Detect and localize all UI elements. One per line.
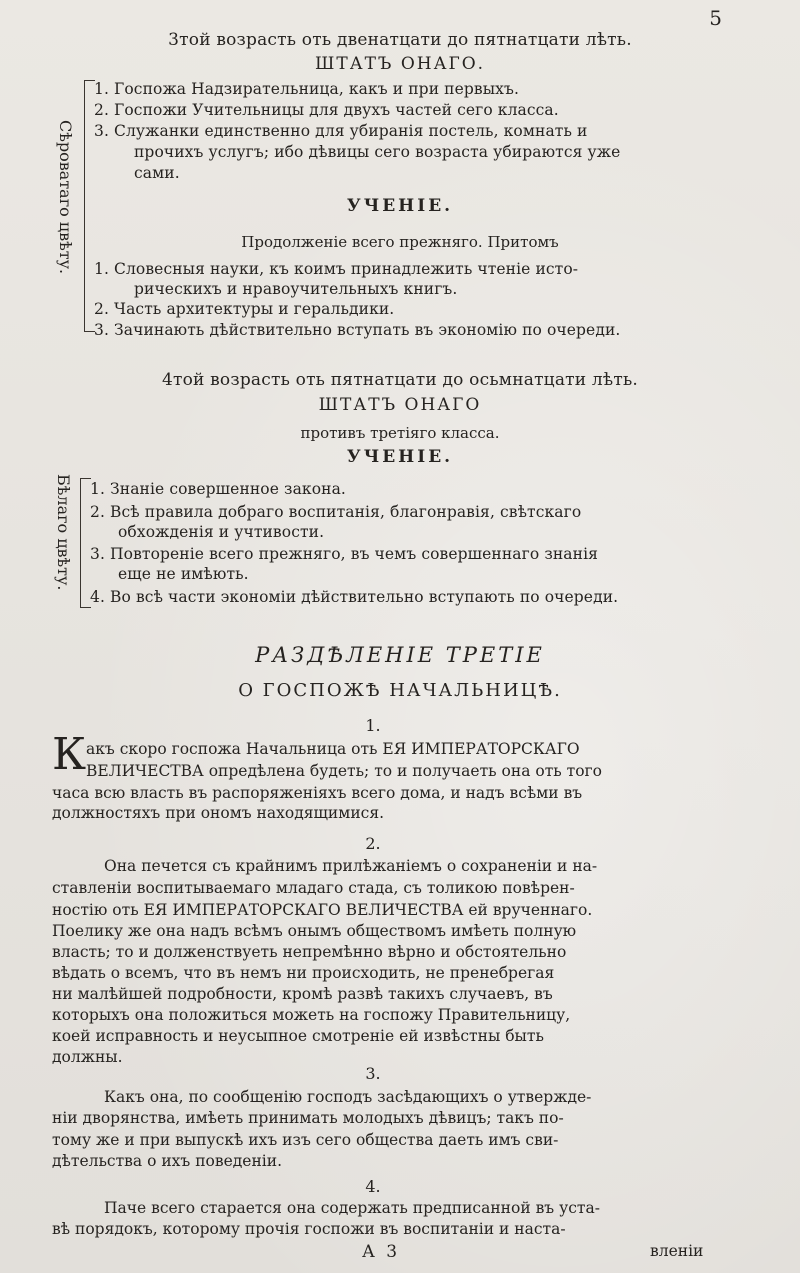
p2-line-1: Она печется съ крайнимъ прилѣжаніемъ о сохраненіи и на-	[104, 857, 598, 875]
p2-line-3: ностію оть ЕЯ ИМПЕРАТОРСКАГО ВЕЛИЧЕСТВА ей врученнаго.	[52, 901, 593, 919]
staff-item-2: 2. Госпожи Учительницы для двухъ частей сего класса.	[94, 101, 559, 119]
division-subtitle: О ГОСПОЖѢ НАЧАЛЬНИЦѢ.	[238, 680, 562, 701]
p2-line-7: ни малѣйшей подробности, кромѣ развѣ такихъ случаевъ, въ	[52, 985, 553, 1003]
age-group-3-heading: 3той возрасть оть двенатцати до пятнатцати лѣть.	[168, 30, 632, 50]
study-heading-4: УЧЕНІЕ.	[346, 447, 454, 467]
p1-line-2: ВЕЛИЧЕСТВА опредѣлена будеть; то и получаеть она оть того	[86, 762, 602, 780]
p3-line-1: Какъ она, по сообщенію господъ засѣдающихъ о утвержде-	[104, 1088, 592, 1106]
p4-line-2: вѣ порядокъ, которому прочія госпожи въ воспитаніи и наста-	[52, 1220, 566, 1238]
staff-item-3: 3. Служанки единственно для убиранія постель, комнать и	[94, 122, 588, 140]
color-label-white: Бѣлаго цвѣту.	[54, 474, 73, 591]
study4-item-4: 4. Во всѣ части экономіи дѣйствительно вступають по очереди.	[90, 588, 619, 606]
staff-item-1: 1. Госпожа Надзирательница, какъ и при первыхъ.	[94, 80, 519, 98]
signature-mark: А 3	[362, 1242, 401, 1262]
p2-line-2: ставленіи воспитываемаго младаго стада, съ толикою повѣрен-	[52, 879, 575, 897]
p3-line-3: тому же и при выпускѣ ихъ изъ сего общества даеть имъ сви-	[52, 1131, 559, 1149]
study4-item-1: 1. Знаніе совершенное закона.	[90, 480, 346, 498]
study4-item-2: 2. Всѣ правила добраго воспитанія, благонравія, свѣтскаго	[90, 503, 582, 521]
p2-line-4: Поелику же она надъ всѣмъ онымъ обществомъ имѣеть полную	[52, 922, 577, 940]
p1-line-1: акъ скоро госпожа Начальница оть ЕЯ ИМПЕРАТОРСКАГО	[86, 740, 580, 758]
p2-line-10: должны.	[52, 1048, 123, 1066]
age-group-4-heading: 4той возрасть оть пятнатцати до осьмнатцати лѣть.	[161, 370, 639, 390]
p4-line-1: Паче всего старается она содержать предписанной въ уста-	[104, 1199, 600, 1217]
paragraph-number-1: 1.	[365, 716, 381, 735]
study4-item-2-cont: обхожденія и учтивости.	[118, 523, 325, 541]
division-title: РАЗДѢЛЕНІЕ ТРЕТІЕ	[255, 643, 545, 667]
staff-subheading-4: противъ третіяго класса.	[300, 424, 500, 442]
p1-line-4: должностяхъ при ономъ находящимися.	[52, 804, 385, 822]
drop-cap: К	[52, 729, 87, 780]
study-heading-3: УЧЕНІЕ.	[346, 196, 454, 216]
study-item-1-cont: рическихъ и нравоучительныхъ книгъ.	[134, 280, 458, 298]
page-number: 5	[709, 6, 722, 30]
study4-item-3-cont: еще не имѣють.	[118, 565, 249, 583]
staff-heading-4: ШТАТЪ ОНАГО	[318, 395, 482, 415]
staff-item-3-cont: прочихъ услугъ; ибо дѣвицы сего возраста убираются уже	[134, 143, 621, 161]
p2-line-8: которыхъ она положиться можеть на госпожу Правительницу,	[52, 1006, 571, 1024]
study-item-2: 2. Часть архитектуры и геральдики.	[94, 300, 395, 318]
p3-line-2: ніи дворянства, имѣеть принимать молодыхъ дѣвицъ; такъ по-	[52, 1109, 564, 1127]
paragraph-number-2: 2.	[365, 834, 381, 853]
p1-line-3: часа всю власть въ распоряженіяхъ всего дома, и надъ всѣми въ	[52, 784, 583, 802]
catchword: вленіи	[650, 1242, 704, 1260]
study-subheading-3: Продолженіе всего прежняго. Притомъ	[241, 233, 559, 251]
study-item-3: 3. Зачинають дѣйствительно вступать въ экономію по очереди.	[94, 321, 621, 339]
study-item-1: 1. Словесныя науки, къ коимъ принадлежить чтеніе исто-	[94, 260, 579, 278]
staff-heading-3: ШТАТЪ ОНАГО.	[314, 54, 486, 74]
p3-line-4: дѣтельства о ихъ поведеніи.	[52, 1152, 283, 1170]
color-label-grey: Сѣроватаго цвѣту.	[56, 120, 75, 275]
staff-item-3-cont2: сами.	[134, 164, 180, 182]
study4-item-3: 3. Повтореніе всего прежняго, въ чемъ совершеннаго знанія	[90, 545, 599, 563]
paragraph-number-3: 3.	[365, 1064, 381, 1083]
p2-line-6: вѣдать о всемъ, что въ немъ ни происходить, не пренебрегая	[52, 964, 555, 982]
p2-line-9: коей исправность и неусыпное смотреніе ей извѣстны быть	[52, 1027, 544, 1045]
p2-line-5: власть; то и долженствуеть непремѣнно вѣрно и обстоятельно	[52, 943, 567, 961]
paragraph-number-4: 4.	[365, 1177, 381, 1196]
